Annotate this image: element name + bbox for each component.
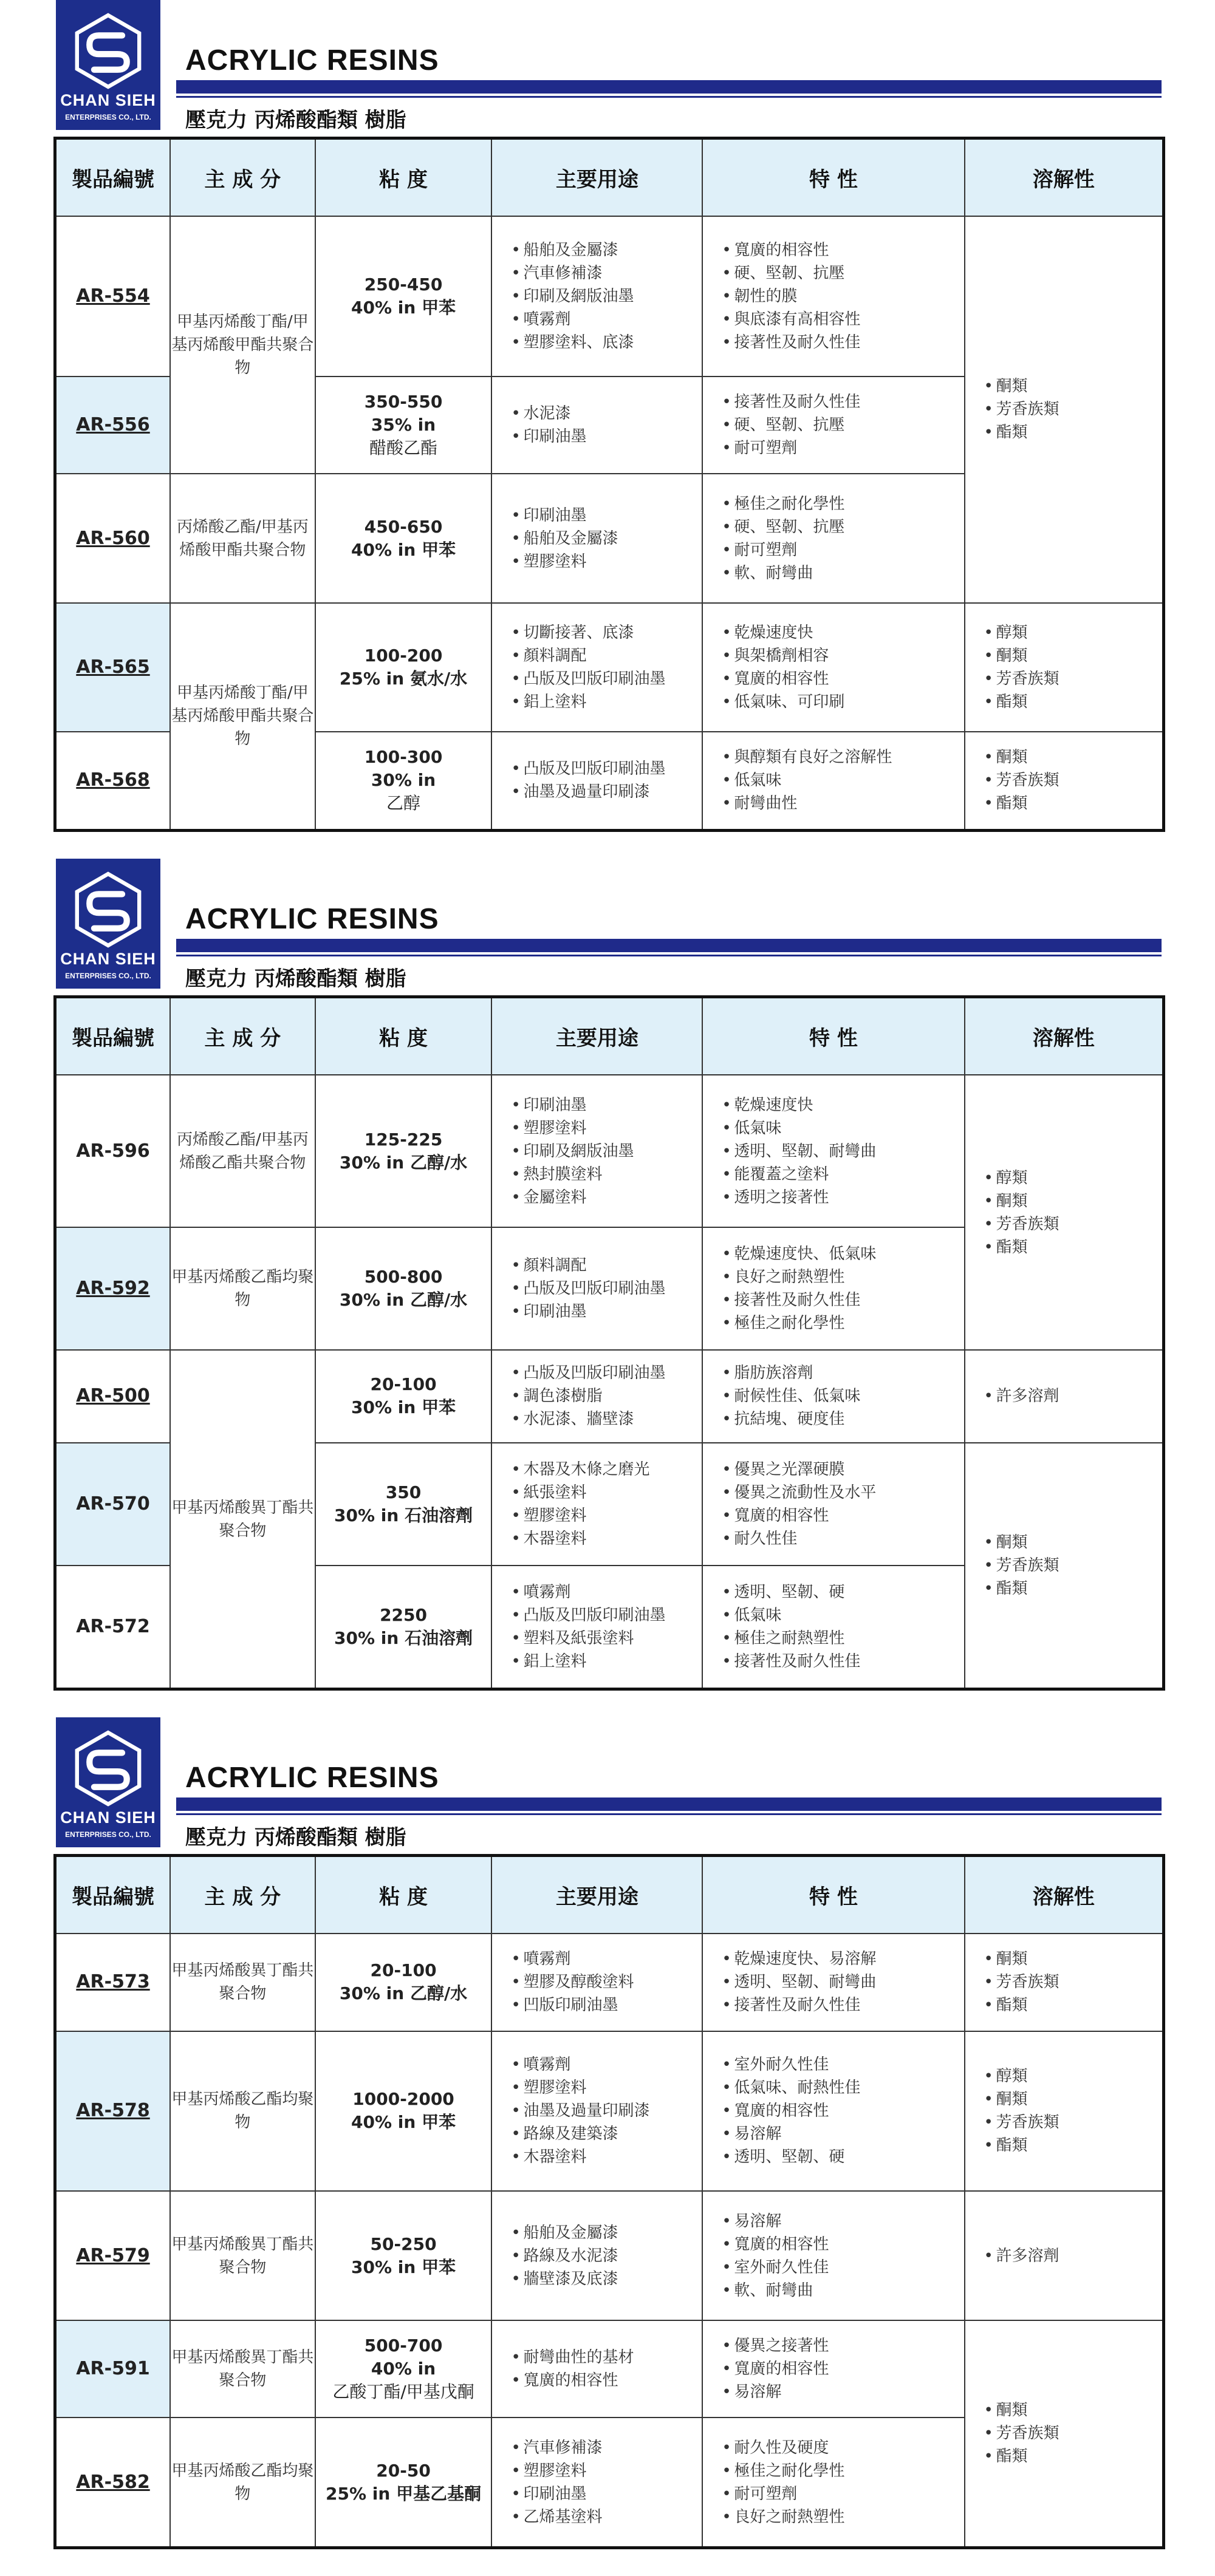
- header-uses: 主要用途: [491, 997, 702, 1075]
- properties-cell: • 優異之接著性 • 寬廣的相容性 • 易溶解: [702, 2320, 964, 2418]
- section-title: ACRYLIC RESINS: [185, 44, 439, 77]
- logo-subtitle: ENTERPRISES CO., LTD.: [65, 1830, 151, 1839]
- table-row: [55, 2031, 1164, 2192]
- product-code[interactable]: AR-596: [55, 1075, 171, 1227]
- header-composition: 主 成 分: [170, 1856, 315, 1934]
- product-code[interactable]: AR-570: [55, 1443, 171, 1566]
- logo-name: CHAN SIEH: [60, 91, 156, 109]
- uses-cell: • 印刷油墨 • 塑膠塗料 • 印刷及網版油墨 • 熱封膜塗料 • 金屬塗料: [491, 1075, 702, 1227]
- product-code[interactable]: AR-573: [55, 1934, 171, 2031]
- header-solubility: 溶解性: [965, 138, 1164, 217]
- resin-section-3: [0, 1717, 1215, 2576]
- uses-cell: • 水泥漆 • 印刷油墨: [491, 377, 702, 474]
- header-code: 製品編號: [55, 138, 171, 217]
- table-header-row: [55, 1856, 1164, 1934]
- section-title: ACRYLIC RESINS: [185, 1762, 439, 1794]
- uses-cell: • 印刷油墨 • 船舶及金屬漆 • 塑膠塗料: [491, 474, 702, 602]
- resin-section-2: [0, 859, 1215, 1717]
- properties-cell: • 室外耐久性佳 • 低氣味、耐熱性佳 • 寬廣的相容性 • 易溶解 • 透明、堅韌、硬: [702, 2031, 964, 2192]
- logo-name: CHAN SIEH: [60, 950, 156, 968]
- properties-cell: • 極佳之耐化學性 • 硬、堅韌、抗壓 • 耐可塑劑 • 軟、耐彎曲: [702, 474, 964, 602]
- composition-cell: 甲基丙烯酸乙酯均聚物: [170, 1227, 315, 1350]
- composition-cell: 甲基丙烯酸丁酯/甲基丙烯酸甲酯共聚合物: [170, 603, 315, 831]
- composition-cell: 甲基丙烯酸異丁酯共聚合物: [170, 1350, 315, 1689]
- solubility-cell: • 酮類 • 芳香族類 • 酯類: [965, 1934, 1164, 2031]
- table-row: [55, 1075, 1164, 1227]
- header-uses: 主要用途: [491, 138, 702, 217]
- header-code: 製品編號: [55, 997, 171, 1075]
- table-row: [55, 603, 1164, 732]
- viscosity-cell: 100-200 25% in 氨水/水: [315, 603, 492, 732]
- table-header-row: [55, 997, 1164, 1075]
- title-rule: [176, 939, 1162, 952]
- properties-cell: • 乾燥速度快、易溶解 • 透明、堅韌、耐彎曲 • 接著性及耐久性佳: [702, 1934, 964, 2031]
- uses-cell: • 噴霧劑 • 凸版及凹版印刷油墨 • 塑料及紙張塗料 • 鋁上塗料: [491, 1566, 702, 1689]
- header-composition: 主 成 分: [170, 997, 315, 1075]
- properties-cell: • 寬廣的相容性 • 硬、堅韌、抗壓 • 韌性的膜 • 與底漆有高相容性 • 接著性及耐久性佳: [702, 216, 964, 377]
- solubility-cell: • 醇類 • 酮類 • 芳香族類 • 酯類: [965, 1075, 1164, 1350]
- uses-cell: • 木器及木條之磨光 • 紙張塗料 • 塑膠塗料 • 木器塗料: [491, 1443, 702, 1566]
- viscosity-cell: 500-800 30% in 乙醇/水: [315, 1227, 492, 1350]
- uses-cell: • 汽車修補漆 • 塑膠塗料 • 印刷油墨 • 乙烯基塗料: [491, 2418, 702, 2547]
- header-viscosity: 粘 度: [315, 138, 492, 217]
- viscosity-cell: 100-300 30% in 乙醇: [315, 732, 492, 831]
- viscosity-cell: 250-450 40% in 甲苯: [315, 216, 492, 377]
- table-row: [55, 1350, 1164, 1443]
- viscosity-cell: 450-650 40% in 甲苯: [315, 474, 492, 602]
- resin-section-1: [0, 0, 1215, 859]
- table-row: [55, 216, 1164, 377]
- product-code[interactable]: AR-578: [55, 2031, 171, 2192]
- product-code[interactable]: AR-565: [55, 603, 171, 732]
- uses-cell: • 凸版及凹版印刷油墨 • 調色漆樹脂 • 水泥漆、牆壁漆: [491, 1350, 702, 1443]
- resin-table: [53, 1854, 1165, 2549]
- properties-cell: • 脂肪族溶劑 • 耐候性佳、低氣味 • 抗結塊、硬度佳: [702, 1350, 964, 1443]
- logo-subtitle: ENTERPRISES CO., LTD.: [65, 113, 151, 121]
- uses-cell: • 顏料調配 • 凸版及凹版印刷油墨 • 印刷油墨: [491, 1227, 702, 1350]
- product-code[interactable]: AR-591: [55, 2320, 171, 2418]
- viscosity-cell: 350-550 35% in 醋酸乙酯: [315, 377, 492, 474]
- viscosity-cell: 350 30% in 石油溶劑: [315, 1443, 492, 1566]
- header-properties: 特 性: [702, 138, 964, 217]
- product-code[interactable]: AR-592: [55, 1227, 171, 1350]
- product-code[interactable]: AR-568: [55, 732, 171, 831]
- uses-cell: • 凸版及凹版印刷油墨 • 油墨及過量印刷漆: [491, 732, 702, 831]
- product-code[interactable]: AR-560: [55, 474, 171, 602]
- properties-cell: • 易溶解 • 寬廣的相容性 • 室外耐久性佳 • 軟、耐彎曲: [702, 2191, 964, 2320]
- table-row: [55, 1934, 1164, 2031]
- viscosity-cell: 500-700 40% in 乙酸丁酯/甲基戊酮: [315, 2320, 492, 2418]
- title-rule: [176, 1797, 1162, 1811]
- section-title: ACRYLIC RESINS: [185, 903, 439, 935]
- table-row: [55, 2320, 1164, 2418]
- uses-cell: • 耐彎曲性的基材 • 寬廣的相容性: [491, 2320, 702, 2418]
- uses-cell: • 切斷接著、底漆 • 顏料調配 • 凸版及凹版印刷油墨 • 鋁上塗料: [491, 603, 702, 732]
- header-uses: 主要用途: [491, 1856, 702, 1934]
- viscosity-cell: 125-225 30% in 乙醇/水: [315, 1075, 492, 1227]
- logo-name: CHAN SIEH: [60, 1808, 156, 1827]
- section-subtitle: 壓克力 丙烯酸酯類 樹脂: [185, 1825, 406, 1850]
- solubility-cell: • 酮類 • 芳香族類 • 酯類: [965, 732, 1164, 831]
- header-viscosity: 粘 度: [315, 997, 492, 1075]
- properties-cell: • 乾燥速度快、低氣味 • 良好之耐熱塑性 • 接著性及耐久性佳 • 極佳之耐化學性: [702, 1227, 964, 1350]
- chan-sieh-logo: [56, 0, 160, 130]
- solubility-cell: • 許多溶劑: [965, 2191, 1164, 2320]
- uses-cell: • 噴霧劑 • 塑膠塗料 • 油墨及過量印刷漆 • 路線及建築漆 • 木器塗料: [491, 2031, 702, 2192]
- solubility-cell: • 酮類 • 芳香族類 • 酯類: [965, 1443, 1164, 1689]
- viscosity-cell: 1000-2000 40% in 甲苯: [315, 2031, 492, 2192]
- viscosity-cell: 2250 30% in 石油溶劑: [315, 1566, 492, 1689]
- properties-cell: • 耐久性及硬度 • 極佳之耐化學性 • 耐可塑劑 • 良好之耐熱塑性: [702, 2418, 964, 2547]
- properties-cell: • 與醇類有良好之溶解性 • 低氣味 • 耐彎曲性: [702, 732, 964, 831]
- properties-cell: • 乾燥速度快 • 與架橋劑相容 • 寬廣的相容性 • 低氣味、可印刷: [702, 603, 964, 732]
- header-solubility: 溶解性: [965, 1856, 1164, 1934]
- chan-sieh-logo: [56, 859, 160, 989]
- solubility-cell: • 酮類 • 芳香族類 • 酯類: [965, 2320, 1164, 2548]
- section-subtitle: 壓克力 丙烯酸酯類 樹脂: [185, 108, 406, 132]
- composition-cell: 甲基丙烯酸乙酯均聚物: [170, 2418, 315, 2547]
- uses-cell: • 船舶及金屬漆 • 汽車修補漆 • 印刷及網版油墨 • 噴霧劑 • 塑膠塗料、底漆: [491, 216, 702, 377]
- header-code: 製品編號: [55, 1856, 171, 1934]
- chan-sieh-logo: [56, 1717, 160, 1847]
- composition-cell: 甲基丙烯酸異丁酯共聚合物: [170, 2191, 315, 2320]
- viscosity-cell: 50-250 30% in 甲苯: [315, 2191, 492, 2320]
- solubility-cell: • 酮類 • 芳香族類 • 酯類: [965, 216, 1164, 603]
- uses-cell: • 噴霧劑 • 塑膠及醇酸塗料 • 凹版印刷油墨: [491, 1934, 702, 2031]
- solubility-cell: • 醇類 • 酮類 • 芳香族類 • 酯類: [965, 2031, 1164, 2192]
- company-emblem-icon: [69, 1729, 147, 1807]
- title-rule: [176, 80, 1162, 94]
- product-code[interactable]: AR-582: [55, 2418, 171, 2547]
- product-code[interactable]: AR-500: [55, 1350, 171, 1443]
- composition-cell: 甲基丙烯酸異丁酯共聚合物: [170, 2320, 315, 2418]
- product-code[interactable]: AR-556: [55, 377, 171, 474]
- title-rule-thin: [176, 96, 1162, 98]
- composition-cell: 甲基丙烯酸乙酯均聚物: [170, 2031, 315, 2192]
- logo-subtitle: ENTERPRISES CO., LTD.: [65, 972, 151, 980]
- properties-cell: • 透明、堅韌、硬 • 低氣味 • 極佳之耐熱塑性 • 接著性及耐久性佳: [702, 1566, 964, 1689]
- properties-cell: • 接著性及耐久性佳 • 硬、堅韌、抗壓 • 耐可塑劑: [702, 377, 964, 474]
- composition-cell: 甲基丙烯酸丁酯/甲基丙烯酸甲酯共聚合物: [170, 216, 315, 474]
- properties-cell: • 優異之光澤硬膜 • 優異之流動性及水平 • 寬廣的相容性 • 耐久性佳: [702, 1443, 964, 1566]
- table-header-row: [55, 138, 1164, 217]
- product-code[interactable]: AR-579: [55, 2191, 171, 2320]
- header-composition: 主 成 分: [170, 138, 315, 217]
- header-viscosity: 粘 度: [315, 1856, 492, 1934]
- viscosity-cell: 20-50 25% in 甲基乙基酮: [315, 2418, 492, 2547]
- resin-table: [53, 137, 1165, 832]
- composition-cell: 丙烯酸乙酯/甲基丙烯酸乙酯共聚合物: [170, 1075, 315, 1227]
- product-code[interactable]: AR-572: [55, 1566, 171, 1689]
- properties-cell: • 乾燥速度快 • 低氣味 • 透明、堅韌、耐彎曲 • 能覆蓋之塗料 • 透明之接著性: [702, 1075, 964, 1227]
- section-subtitle: 壓克力 丙烯酸酯類 樹脂: [185, 967, 406, 991]
- composition-cell: 丙烯酸乙酯/甲基丙烯酸甲酯共聚合物: [170, 474, 315, 602]
- uses-cell: • 船舶及金屬漆 • 路線及水泥漆 • 牆壁漆及底漆: [491, 2191, 702, 2320]
- product-code[interactable]: AR-554: [55, 216, 171, 377]
- header-properties: 特 性: [702, 1856, 964, 1934]
- company-emblem-icon: [69, 871, 147, 949]
- header-properties: 特 性: [702, 997, 964, 1075]
- header-solubility: 溶解性: [965, 997, 1164, 1075]
- solubility-cell: • 醇類 • 酮類 • 芳香族類 • 酯類: [965, 603, 1164, 732]
- composition-cell: 甲基丙烯酸異丁酯共聚合物: [170, 1934, 315, 2031]
- table-row: [55, 2191, 1164, 2320]
- title-rule-thin: [176, 1813, 1162, 1815]
- resin-table: [53, 995, 1165, 1691]
- solubility-cell: • 許多溶劑: [965, 1350, 1164, 1443]
- viscosity-cell: 20-100 30% in 甲苯: [315, 1350, 492, 1443]
- title-rule-thin: [176, 955, 1162, 956]
- viscosity-cell: 20-100 30% in 乙醇/水: [315, 1934, 492, 2031]
- company-emblem-icon: [69, 12, 147, 90]
